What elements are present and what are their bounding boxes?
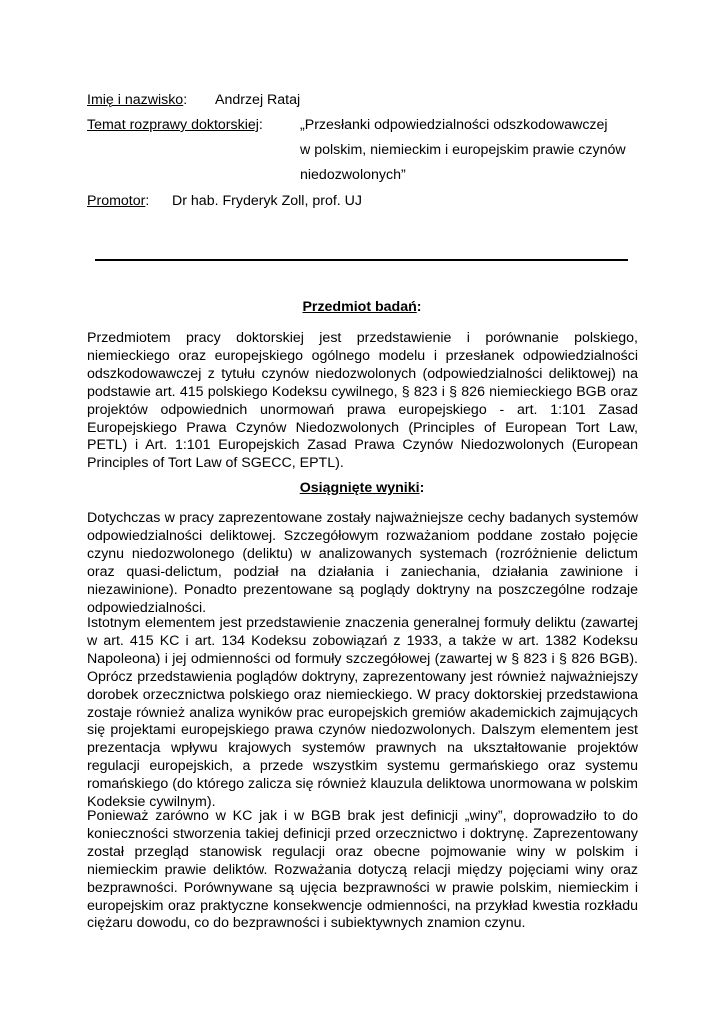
name-label: Imię i nazwisko [87, 92, 184, 108]
promotor-label: Promotor [87, 193, 146, 209]
name-row [87, 92, 187, 109]
section2-paragraph-1: Dotychczas w pracy zaprezentowane zostały najważniejsze cechy badanych systemów odpowiedzialności deliktowej. Szczegółowym rozważaniom poddane zostało pojęcie czynu niedozwolonego (deliktu) w analizowanych systemach (rozróżnienie delictum oraz quasi-delictum, podział na działania i zaniechania, działania zawinione i niezawinione). Ponadto prezentowane są poglądy doktryny na poszczególne rodzaje odpowiedzialności. [87, 510, 638, 616]
topic-label: Temat rozprawy doktorskiej [87, 117, 259, 133]
promotor-colon: : [145, 193, 150, 209]
promotor-row [87, 193, 149, 210]
topic-row [87, 117, 263, 134]
section-title-przedmiot [0, 299, 724, 316]
horizontal-divider [95, 259, 628, 261]
section2-paragraph-2: Istotnym elementem jest przedstawienie znaczenia generalnej formuły deliktu (zawartej w art. 415 KC i art. 134 Kodeksu zobowiązań z 1933, a także w art. 1382 Kodeksu Napoleona) i jej odmienności od formuły szczegółowej (zawartej w § 823 i § 826 BGB). Oprócz przedstawienia poglądów doktryny, zaprezentowany jest również najważniejszy dorobek orzecznictwa polskiego oraz niemieckiego. W pracy doktorskiej przedstawiona zostaje również analiza wyników prac europejskich gremiów akademickich zajmujących się projektami europejskiego prawa czynów niedozwolonych. Dalszym elementem jest prezentacja wpływu krajowych systemów prawnych na ukształtowanie projektów regulacji europejskich, a przede wszystkim systemu germańskiego oraz systemu romańskiego (do którego zalicza się również klauzula deliktowa unormowana w polskim Kodeksie cywilnym). [87, 615, 638, 811]
section2-title-text: Osiągnięte wyniki [299, 480, 420, 496]
name-colon: : [183, 92, 188, 108]
section1-title-text: Przedmiot badań [302, 299, 417, 315]
topic-line-1: „Przesłanki odpowiedzialności odszkodowawczej [300, 117, 608, 133]
section2-title-colon: : [419, 480, 425, 496]
section1-title-colon: : [416, 299, 422, 315]
topic-colon: : [258, 117, 263, 133]
section2-paragraph-3: Ponieważ zarówno w KC jak i w BGB brak jest definicji „winy”, doprowadziło to do konieczności stworzenia takiej definicji przed orzecznictwo i doktrynę. Zaprezentowany został przegląd stanowisk regulacji oraz obecne pojmowanie winy w polskim i niemieckim prawie deliktów. Rozważania dotyczą relacji między pojęciami winy oraz bezprawności. Porównywane są ujęcia bezprawności w prawie polskim, niemieckim i europejskim oraz praktyczne konsekwencje odmienności, na przykład kwestia rozkładu ciężaru dowodu, co do bezprawności i subiektywnych znamion czynu. [87, 808, 638, 932]
section1-paragraph: Przedmiotem pracy doktorskiej jest przedstawienie i porównanie polskiego, niemieckiego oraz europejskiego ogólnego modelu i przesłanek odpowiedzialności odszkodowawczej z tytułu czynów niedozwolonych (odpowiedzialności deliktowej) na podstawie art. 415 polskiego Kodeksu cywilnego, § 823 i § 826 niemieckiego BGB oraz projektów odpowiednich unormowań prawa europejskiego - art. 1:101 Zasad Europejskiego Prawa Czynów Niedozwolonych (Principles of European Tort Law, PETL) i Art. 1:101 Europejskich Zasad Prawa Czynów Niedozwolonych (European Principles of Tort Law of SGECC, EPTL). [87, 330, 638, 472]
topic-line-2: w polskim, niemieckim i europejskim prawie czynów [300, 142, 626, 158]
topic-line-3: niedozwolonych” [300, 167, 406, 183]
promotor-value: Dr hab. Fryderyk Zoll, prof. UJ [172, 193, 363, 209]
section-title-wyniki [0, 480, 724, 497]
name-value: Andrzej Rataj [215, 92, 301, 108]
